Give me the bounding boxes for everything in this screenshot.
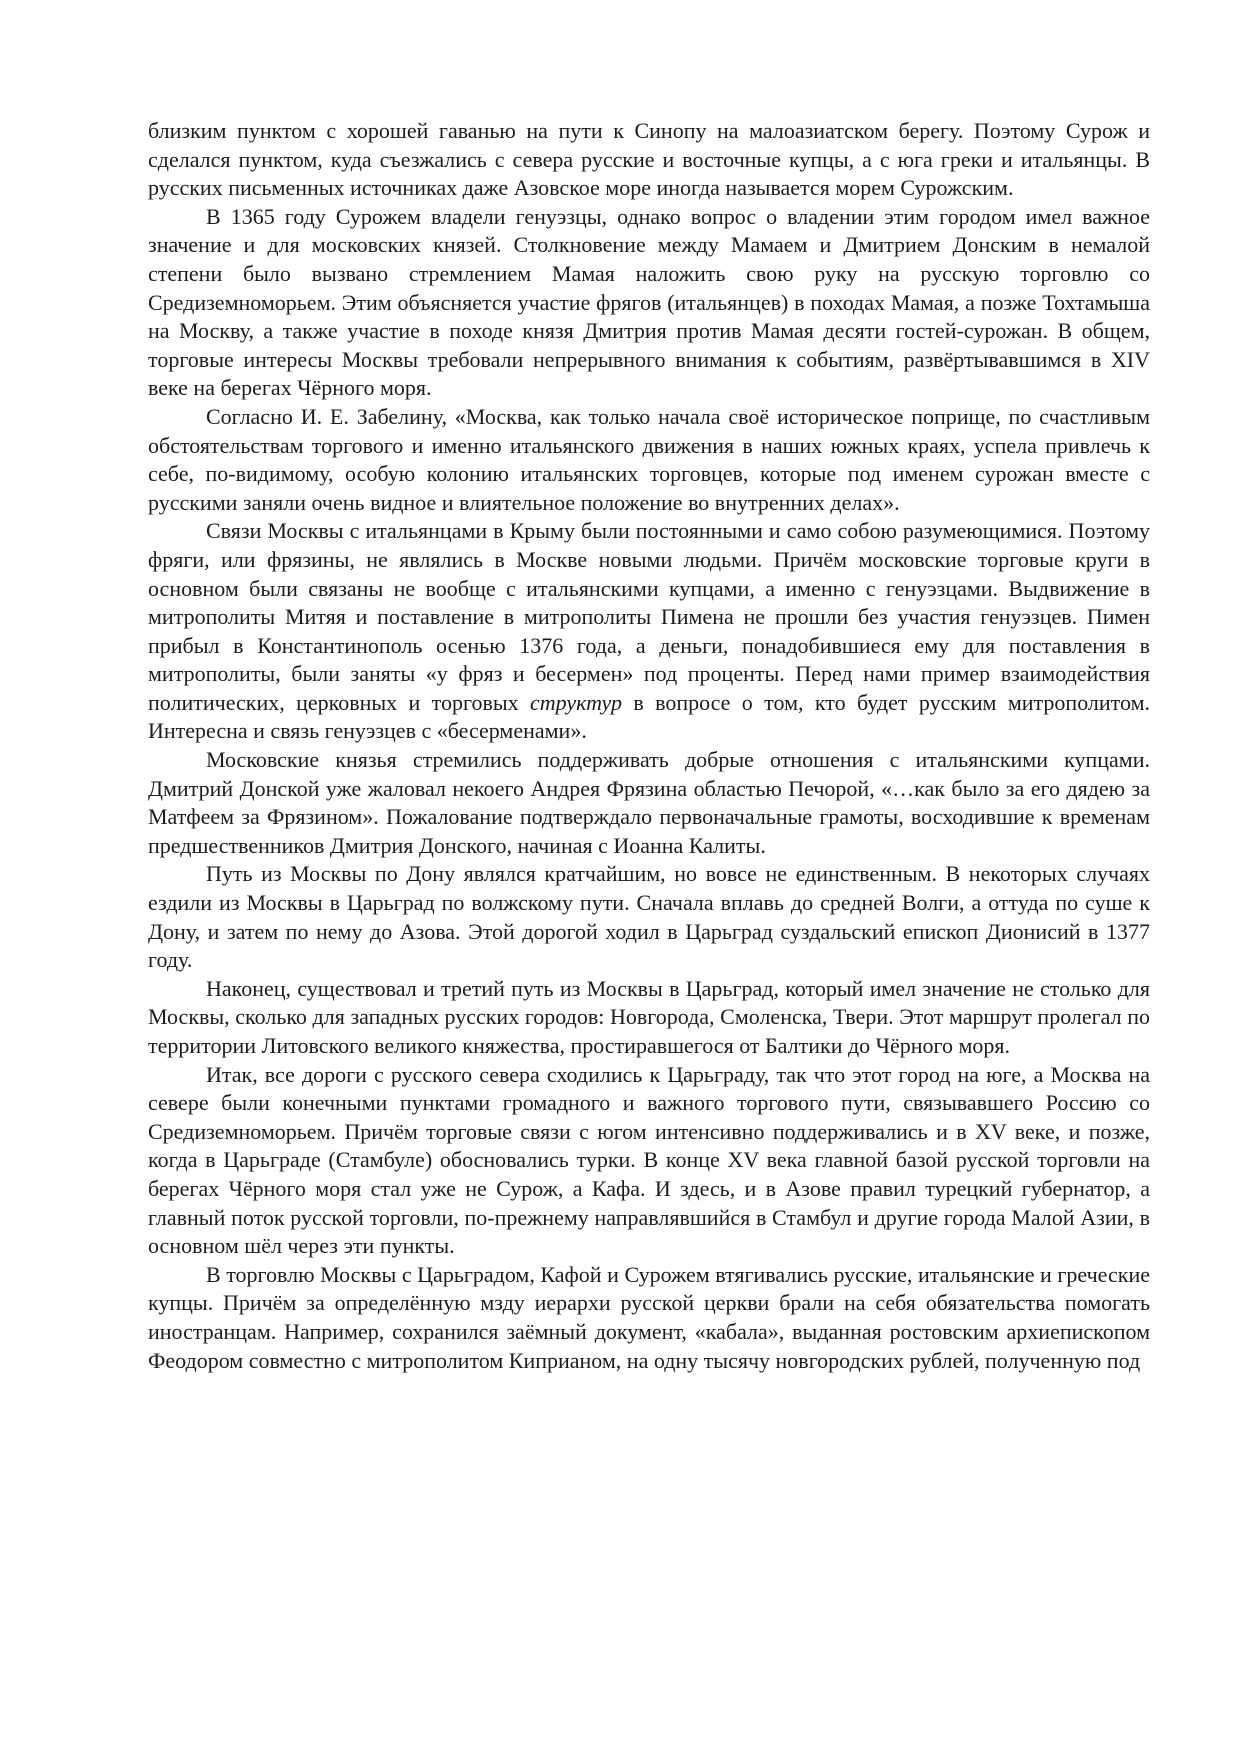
paragraph-4 [148, 517, 1150, 746]
paragraph-7: Наконец, существовал и третий путь из Москвы в Царьград, который имел значение не столько для Москвы, сколько для западных русских городов: Новгорода, Смоленска, Твери. Этот маршрут пролегал по территории Литовского великого княжества, простиравшегося от Балтики до Чёрного моря. [148, 975, 1150, 1058]
paragraph-8: Итак, все дороги с русского севера сходились к Царьграду, так что этот город на юге, а Москва на севере были конечными пунктами громадного и важного торгового пути, связывавшего Россию со Средиземноморьем. Причём торговые связи с югом интенсивно поддерживались и в XV веке, и позже, когда в Царьграде (Стамбуле) обосновались турки. В конце XV века главной базой русской торговли на берегах Чёрного моря стал уже не Сурож, а Кафа. И здесь, и в Азове правил турецкий губернатор, а главный поток русской торговли, по-прежнему направлявшийся в Стамбул и другие города Малой Азии, в основном шёл через эти пункты. [148, 1061, 1150, 1259]
paragraph-4-text-before: Связи Москвы с итальянцами в Крыму были постоянными и само собою разумеющимися. Поэтому фряги, или фрязины, не являлись в Москве новыми людьми. Причём московские торговые круги в основном были связаны не вообще с итальянскими купцами, а именно с генуэзцами. Выдвижение в митрополиты Митяя и поставление в митрополиты Пимена не прошли без участия генуэзцев. Пимен прибыл в Константинополь осенью 1376 года, а деньги, понадобившиеся ему для поставления в митрополиты, были заняты «у фряз и бесермен» под проценты. Перед нами пример взаимодействия политических, церковных и торговых [148, 518, 1150, 715]
paragraph-4-text-after: в вопросе о том, кто будет русским митрополитом. Интересна и связь генуэзцев с «бесерменами». [148, 689, 1150, 744]
document-page [148, 117, 1150, 1375]
paragraph-1-continuation: близким пунктом с хорошей гаванью на пути к Синопу на малоазиатском берегу. Поэтому Сурож и сделался пунктом, куда съезжались с севера русские и восточные купцы, а с юга греки и итальянцы. В русских письменных источниках даже Азовское море иногда называется морем Сурожским. [148, 118, 1150, 201]
paragraph-2: В 1365 году Сурожем владели генуэзцы, однако вопрос о владении этим городом имел важное значение и для московских князей. Столкновение между Мамаем и Дмитрием Донским в немалой степени было вызвано стремлением Мамая наложить свою руку на русскую торговлю со Средиземноморьем. Этим объясняется участие фрягов (итальянцев) в походах Мамая, а позже Тохтамыша на Москву, а также участие в походе князя Дмитрия против Мамая десяти гостей-сурожан. В общем, торговые интересы Москвы требовали непрерывного внимания к событиям, развёртывавшимся в XIV веке на берегах Чёрного моря. [148, 203, 1150, 401]
paragraph-3: Согласно И. Е. Забелину, «Москва, как только начала своё историческое поприще, по счастливым обстоятельствам торгового и именно итальянского движения в наших южных краях, успела привлечь к себе, по-видимому, особую колонию итальянских торговцев, которые под именем сурожан вместе с русскими заняли очень видное и влиятельное положение во внутренних делах». [148, 403, 1150, 515]
paragraph-4-emphasis: структур [530, 689, 622, 715]
paragraph-9: В торговлю Москвы с Царьградом, Кафой и Сурожем втягивались русские, итальянские и греческие купцы. Причём за определённую мзду иерархи русской церкви брали на себя обязательства помогать иностранцам. Например, сохранился заёмный документ, «кабала», выданная ростовским архиепископом Феодором совместно с митрополитом Киприаном, на одну тысячу новгородских рублей, полученную под [148, 1261, 1150, 1373]
paragraph-5: Московские князья стремились поддерживать добрые отношения с итальянскими купцами. Дмитрий Донской уже жаловал некоего Андрея Фрязина областью Печорой, «…как было за его дядею за Матфеем за Фрязином». Пожалование подтверждало первоначальные грамоты, восходившие к временам предшественников Дмитрия Донского, начиная с Иоанна Калиты. [148, 747, 1150, 858]
paragraph-6: Путь из Москвы по Дону являлся кратчайшим, но вовсе не единственным. В некоторых случаях ездили из Москвы в Царьград по волжскому пути. Сначала вплавь до средней Волги, а оттуда по суше к Дону, и затем по нему до Азова. Этой дорогой ходил в Царьград суздальский епископ Дионисий в 1377 году. [148, 861, 1150, 973]
